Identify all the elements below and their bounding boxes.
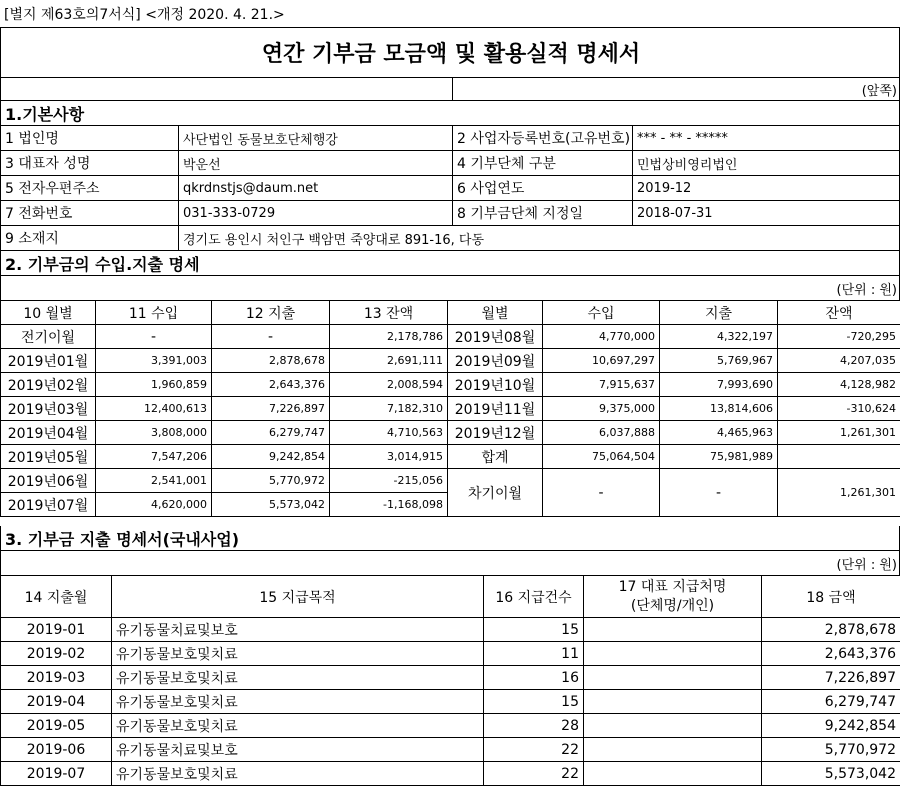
income-cell: 6,037,888 xyxy=(543,421,660,445)
income-cell: 2,541,001 xyxy=(96,469,212,493)
month-cell: 2019년06월 xyxy=(1,469,96,493)
section1-heading: 1.기본사항 xyxy=(5,104,85,124)
field-label: 5 전자우편주소 xyxy=(1,176,179,200)
amount-cell: 9,242,854 xyxy=(762,714,900,738)
amount-cell: 5,573,042 xyxy=(762,762,900,786)
month-cell: 2019년07월 xyxy=(1,493,96,517)
balance-cell: 7,182,310 xyxy=(330,397,448,421)
section3-heading: 3. 기부금 지출 명세서(국내사업) xyxy=(5,529,240,549)
field-value: 박운선 xyxy=(179,151,453,175)
expense-header-row xyxy=(1,576,900,618)
expense-cell: 5,770,972 xyxy=(212,469,330,493)
balance-cell: 4,207,035 xyxy=(778,349,900,373)
expense-month-cell: 2019-06 xyxy=(1,738,112,762)
month-cell: 전기이월 xyxy=(1,325,96,349)
expense-detail-table xyxy=(0,575,900,786)
income-cell: 9,375,000 xyxy=(543,397,660,421)
month-cell: 합계 xyxy=(448,445,543,469)
income-cell: 4,620,000 xyxy=(96,493,212,517)
field-value: *** - ** - ***** xyxy=(637,130,728,146)
balance-cell: -720,295 xyxy=(778,325,900,349)
purpose-cell: 유기동물보호및치료 xyxy=(112,714,484,738)
purpose-cell: 유기동물보호및치료 xyxy=(112,666,484,690)
payee-cell xyxy=(584,714,762,738)
column-header: 월별 xyxy=(448,301,543,325)
income-expense-table xyxy=(0,300,900,517)
header-payee-line2: (단체명/개인) xyxy=(630,597,715,614)
section2-heading-row xyxy=(0,251,900,276)
expense-month-cell: 2019-04 xyxy=(1,690,112,714)
balance-cell: 1,261,301 xyxy=(778,421,900,445)
amount-cell: 2,878,678 xyxy=(762,618,900,642)
expense-month-cell: 2019-01 xyxy=(1,618,112,642)
expense-cell: 2,643,376 xyxy=(212,373,330,397)
month-cell: 2019년02월 xyxy=(1,373,96,397)
purpose-cell: 유기동물치료및보호 xyxy=(112,738,484,762)
section3-unit: (단위 : 원) xyxy=(836,557,897,573)
expense-cell: 2,878,678 xyxy=(212,349,330,373)
address-value: 경기도 용인시 처인구 백암면 죽양대로 891-16, 다동 xyxy=(183,232,485,248)
count-cell: 22 xyxy=(484,738,584,762)
field-value: 031-333-0729 xyxy=(179,201,453,225)
purpose-cell: 유기동물보호및치료 xyxy=(112,690,484,714)
purpose-cell: 유기동물보호및치료 xyxy=(112,762,484,786)
header-count: 16 지급건수 xyxy=(484,576,584,618)
expense-month-cell: 2019-07 xyxy=(1,762,112,786)
address-row xyxy=(0,226,900,251)
payee-cell xyxy=(584,642,762,666)
carry-expense-cell: - xyxy=(660,469,778,517)
form-note: [별지 제63호의7서식] <개정 2020. 4. 21.> xyxy=(4,6,285,23)
basic-info-row xyxy=(0,151,900,176)
basic-info-row xyxy=(0,126,900,151)
page-side-label: (앞쪽) xyxy=(861,83,897,99)
table-row xyxy=(1,738,900,762)
balance-cell: -215,056 xyxy=(330,469,448,493)
header-amount: 18 금액 xyxy=(762,576,900,618)
expense-cell: 7,226,897 xyxy=(212,397,330,421)
table-row xyxy=(1,445,900,469)
balance-cell: 4,710,563 xyxy=(330,421,448,445)
table-row xyxy=(1,421,900,445)
payee-cell xyxy=(584,738,762,762)
balance-cell xyxy=(778,445,900,469)
field-label: 2 사업자등록번호(고유번호) xyxy=(453,126,633,150)
field-label: 8 기부금단체 지정일 xyxy=(453,201,633,225)
count-cell: 16 xyxy=(484,666,584,690)
income-cell: 10,697,297 xyxy=(543,349,660,373)
table-row xyxy=(1,762,900,786)
count-cell: 22 xyxy=(484,762,584,786)
section3-unit-row xyxy=(0,551,900,575)
title-row xyxy=(0,27,900,77)
month-cell: 2019년09월 xyxy=(448,349,543,373)
column-header: 수입 xyxy=(543,301,660,325)
section2-unit-row xyxy=(0,276,900,300)
page-title: 연간 기부금 모금액 및 활용실적 명세서 xyxy=(261,42,641,67)
income-cell: 7,915,637 xyxy=(543,373,660,397)
amount-cell: 7,226,897 xyxy=(762,666,900,690)
balance-cell: 2,691,111 xyxy=(330,349,448,373)
month-cell: 2019년11월 xyxy=(448,397,543,421)
expense-cell: 5,573,042 xyxy=(212,493,330,517)
income-cell: 3,391,003 xyxy=(96,349,212,373)
table-row xyxy=(1,690,900,714)
section2-unit: (단위 : 원) xyxy=(836,282,897,298)
column-header: 11 수입 xyxy=(96,301,212,325)
carry-month-cell: 차기이월 xyxy=(448,469,543,517)
expense-cell: 4,322,197 xyxy=(660,325,778,349)
field-label: 4 기부단체 구분 xyxy=(453,151,633,175)
address-label: 9 소재지 xyxy=(1,226,179,250)
column-header: 10 월별 xyxy=(1,301,96,325)
column-header: 잔액 xyxy=(778,301,900,325)
expense-cell: 75,981,989 xyxy=(660,445,778,469)
field-value: 민법상비영리법인 xyxy=(637,157,738,173)
expense-cell: 5,769,967 xyxy=(660,349,778,373)
field-label: 7 전화번호 xyxy=(1,201,179,225)
payee-cell xyxy=(584,690,762,714)
table-row xyxy=(1,325,900,349)
expense-cell: 9,242,854 xyxy=(212,445,330,469)
expense-cell: - xyxy=(212,325,330,349)
amount-cell: 5,770,972 xyxy=(762,738,900,762)
basic-info-row xyxy=(0,176,900,201)
table-row xyxy=(1,349,900,373)
count-cell: 15 xyxy=(484,618,584,642)
column-header: 지출 xyxy=(660,301,778,325)
section3-heading-row xyxy=(0,526,900,551)
carry-balance-cell: 1,261,301 xyxy=(778,469,900,517)
column-header: 13 잔액 xyxy=(330,301,448,325)
purpose-cell: 유기동물치료및보호 xyxy=(112,618,484,642)
table-row xyxy=(1,666,900,690)
month-cell: 2019년05월 xyxy=(1,445,96,469)
form-note-row xyxy=(0,0,900,27)
income-cell: 3,808,000 xyxy=(96,421,212,445)
income-expense-header-row xyxy=(1,301,900,325)
month-cell: 2019년12월 xyxy=(448,421,543,445)
payee-cell xyxy=(584,618,762,642)
expense-cell: 13,814,606 xyxy=(660,397,778,421)
expense-cell: 6,279,747 xyxy=(212,421,330,445)
field-label: 3 대표자 성명 xyxy=(1,151,179,175)
header-payee-line1: 17 대표 지급처명 xyxy=(618,578,727,595)
purpose-cell: 유기동물보호및치료 xyxy=(112,642,484,666)
income-cell: - xyxy=(96,325,212,349)
month-cell: 2019년10월 xyxy=(448,373,543,397)
amount-cell: 2,643,376 xyxy=(762,642,900,666)
field-value: 2018-07-31 xyxy=(637,205,713,221)
header-purpose: 15 지급목적 xyxy=(112,576,484,618)
field-value: 2019-12 xyxy=(637,180,692,196)
table-row xyxy=(1,714,900,738)
page-side-row xyxy=(0,77,900,101)
expense-cell: 4,465,963 xyxy=(660,421,778,445)
balance-cell: 2,178,786 xyxy=(330,325,448,349)
table-row xyxy=(1,373,900,397)
balance-cell: -310,624 xyxy=(778,397,900,421)
table-row xyxy=(1,642,900,666)
expense-month-cell: 2019-05 xyxy=(1,714,112,738)
balance-cell: 4,128,982 xyxy=(778,373,900,397)
table-row xyxy=(1,397,900,421)
balance-cell: 2,008,594 xyxy=(330,373,448,397)
payee-cell xyxy=(584,666,762,690)
header-expense-month: 14 지출월 xyxy=(1,576,112,618)
header-payee xyxy=(584,576,762,618)
count-cell: 15 xyxy=(484,690,584,714)
payee-cell xyxy=(584,762,762,786)
income-cell: 1,960,859 xyxy=(96,373,212,397)
column-header: 12 지출 xyxy=(212,301,330,325)
section2-heading: 2. 기부금의 수입.지출 명세 xyxy=(5,254,200,274)
field-label: 6 사업연도 xyxy=(453,176,633,200)
count-cell: 11 xyxy=(484,642,584,666)
section1-heading-row xyxy=(0,101,900,126)
month-cell: 2019년08월 xyxy=(448,325,543,349)
balance-cell: 3,014,915 xyxy=(330,445,448,469)
table-row xyxy=(1,618,900,642)
field-value: 사단법인 동물보호단체행강 xyxy=(179,126,453,150)
month-cell: 2019년01월 xyxy=(1,349,96,373)
balance-cell: -1,168,098 xyxy=(330,493,448,517)
income-cell: 12,400,613 xyxy=(96,397,212,421)
income-cell: 7,547,206 xyxy=(96,445,212,469)
field-label: 1 법인명 xyxy=(1,126,179,150)
carry-income-cell: - xyxy=(543,469,660,517)
income-cell: 75,064,504 xyxy=(543,445,660,469)
month-cell: 2019년03월 xyxy=(1,397,96,421)
expense-cell: 7,993,690 xyxy=(660,373,778,397)
expense-month-cell: 2019-03 xyxy=(1,666,112,690)
basic-info-row xyxy=(0,201,900,226)
count-cell: 28 xyxy=(484,714,584,738)
amount-cell: 6,279,747 xyxy=(762,690,900,714)
month-cell: 2019년04월 xyxy=(1,421,96,445)
income-cell: 4,770,000 xyxy=(543,325,660,349)
field-value: qkrdnstjs@daum.net xyxy=(179,176,453,200)
expense-month-cell: 2019-02 xyxy=(1,642,112,666)
table-row xyxy=(1,469,900,493)
